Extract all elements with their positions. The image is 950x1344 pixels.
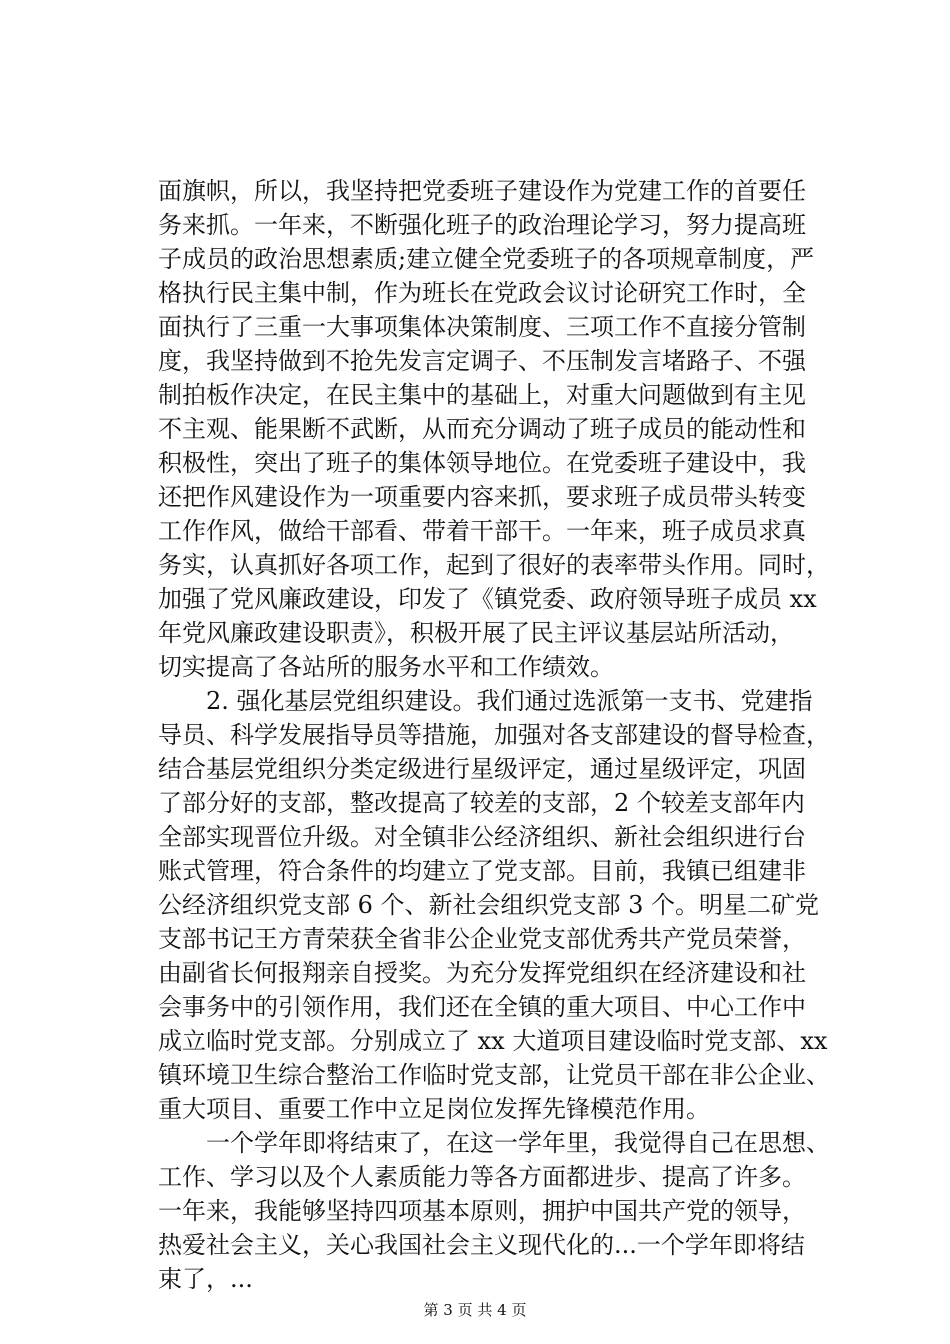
text-line: 年党风廉政建设职责》，积极开展了民主评议基层站所活动， <box>158 619 794 647</box>
text-line: 了部分好的支部，整改提高了较差的支部，2 个较差支部年内 <box>158 789 805 817</box>
text-line: 切实提高了各站所的服务水平和工作绩效。 <box>158 653 614 681</box>
text-line: 重大项目、重要工作中立足岗位发挥先锋模范作用。 <box>158 1095 710 1123</box>
text-line: 面执行了三重一大事项集体决策制度、三项工作不直接分管制 <box>158 313 806 341</box>
text-line: 账式管理，符合条件的均建立了党支部。目前，我镇已组建非 <box>158 857 806 885</box>
text-line: 格执行民主集中制，作为班长在党政会议讨论研究工作时，全 <box>158 279 806 307</box>
text-line: 全部实现晋位升级。对全镇非公经济组织、新社会组织进行台 <box>158 823 806 851</box>
text-line: 面旗帜，所以，我坚持把党委班子建设作为党建工作的首要任 <box>158 177 806 205</box>
text-line: 会事务中的引领作用，我们还在全镇的重大项目、中心工作中 <box>158 993 806 1021</box>
text-line: 2. 强化基层党组织建设。我们通过选派第一支书、党建指 <box>158 687 813 715</box>
text-line: 镇环境卫生综合整治工作临时党支部，让党员干部在非公企业、 <box>158 1061 830 1089</box>
text-line: 子成员的政治思想素质;建立健全党委班子的各项规章制度，严 <box>158 245 815 273</box>
text-line: 热爱社会主义，关心我国社会主义现代化的...一个学年即将结 <box>158 1231 805 1259</box>
text-line: 由副省长何报翔亲自授奖。为充分发挥党组织在经济建设和社 <box>158 959 806 987</box>
text-line: 务实，认真抓好各项工作，起到了很好的表率带头作用。同时， <box>158 551 830 579</box>
text-line: 束了，... <box>158 1265 253 1293</box>
text-line: 加强了党风廉政建设，印发了《镇党委、政府领导班子成员 xx <box>158 585 817 613</box>
text-line: 一年来，我能够坚持四项基本原则，拥护中国共产党的领导， <box>158 1197 806 1225</box>
text-line: 积极性，突出了班子的集体领导地位。在党委班子建设中，我 <box>158 449 806 477</box>
text-line: 工作作风，做给干部看、带着干部干。一年来，班子成员求真 <box>158 517 806 545</box>
text-line: 不主观、能果断不武断，从而充分调动了班子成员的能动性和 <box>158 415 806 443</box>
text-line: 制拍板作决定，在民主集中的基础上，对重大问题做到有主见 <box>158 381 806 409</box>
text-line: 度，我坚持做到不抢先发言定调子、不压制发言堵路子、不强 <box>158 347 806 375</box>
text-line: 公经济组织党支部 6 个、新社会组织党支部 3 个。明星二矿党 <box>158 891 820 919</box>
text-line: 导员、科学发展指导员等措施，加强对各支部建设的督导检查， <box>158 721 830 749</box>
text-line: 工作、学习以及个人素质能力等各方面都进步、提高了许多。 <box>158 1163 806 1191</box>
text-line: 一个学年即将结束了，在这一学年里，我觉得自己在思想、 <box>158 1129 830 1157</box>
text-line: 还把作风建设作为一项重要内容来抓，要求班子成员带头转变 <box>158 483 806 511</box>
text-line: 支部书记王方青荣获全省非公企业党支部优秀共产党员荣誉， <box>158 925 806 953</box>
page-footer: 第 3 页 共 4 页 <box>423 1301 527 1319</box>
text-line: 成立临时党支部。分别成立了 xx 大道项目建设临时党支部、xx <box>158 1027 828 1055</box>
text-line: 务来抓。一年来，不断强化班子的政治理论学习，努力提高班 <box>158 211 806 239</box>
text-line: 结合基层党组织分类定级进行星级评定，通过星级评定，巩固 <box>158 755 806 783</box>
